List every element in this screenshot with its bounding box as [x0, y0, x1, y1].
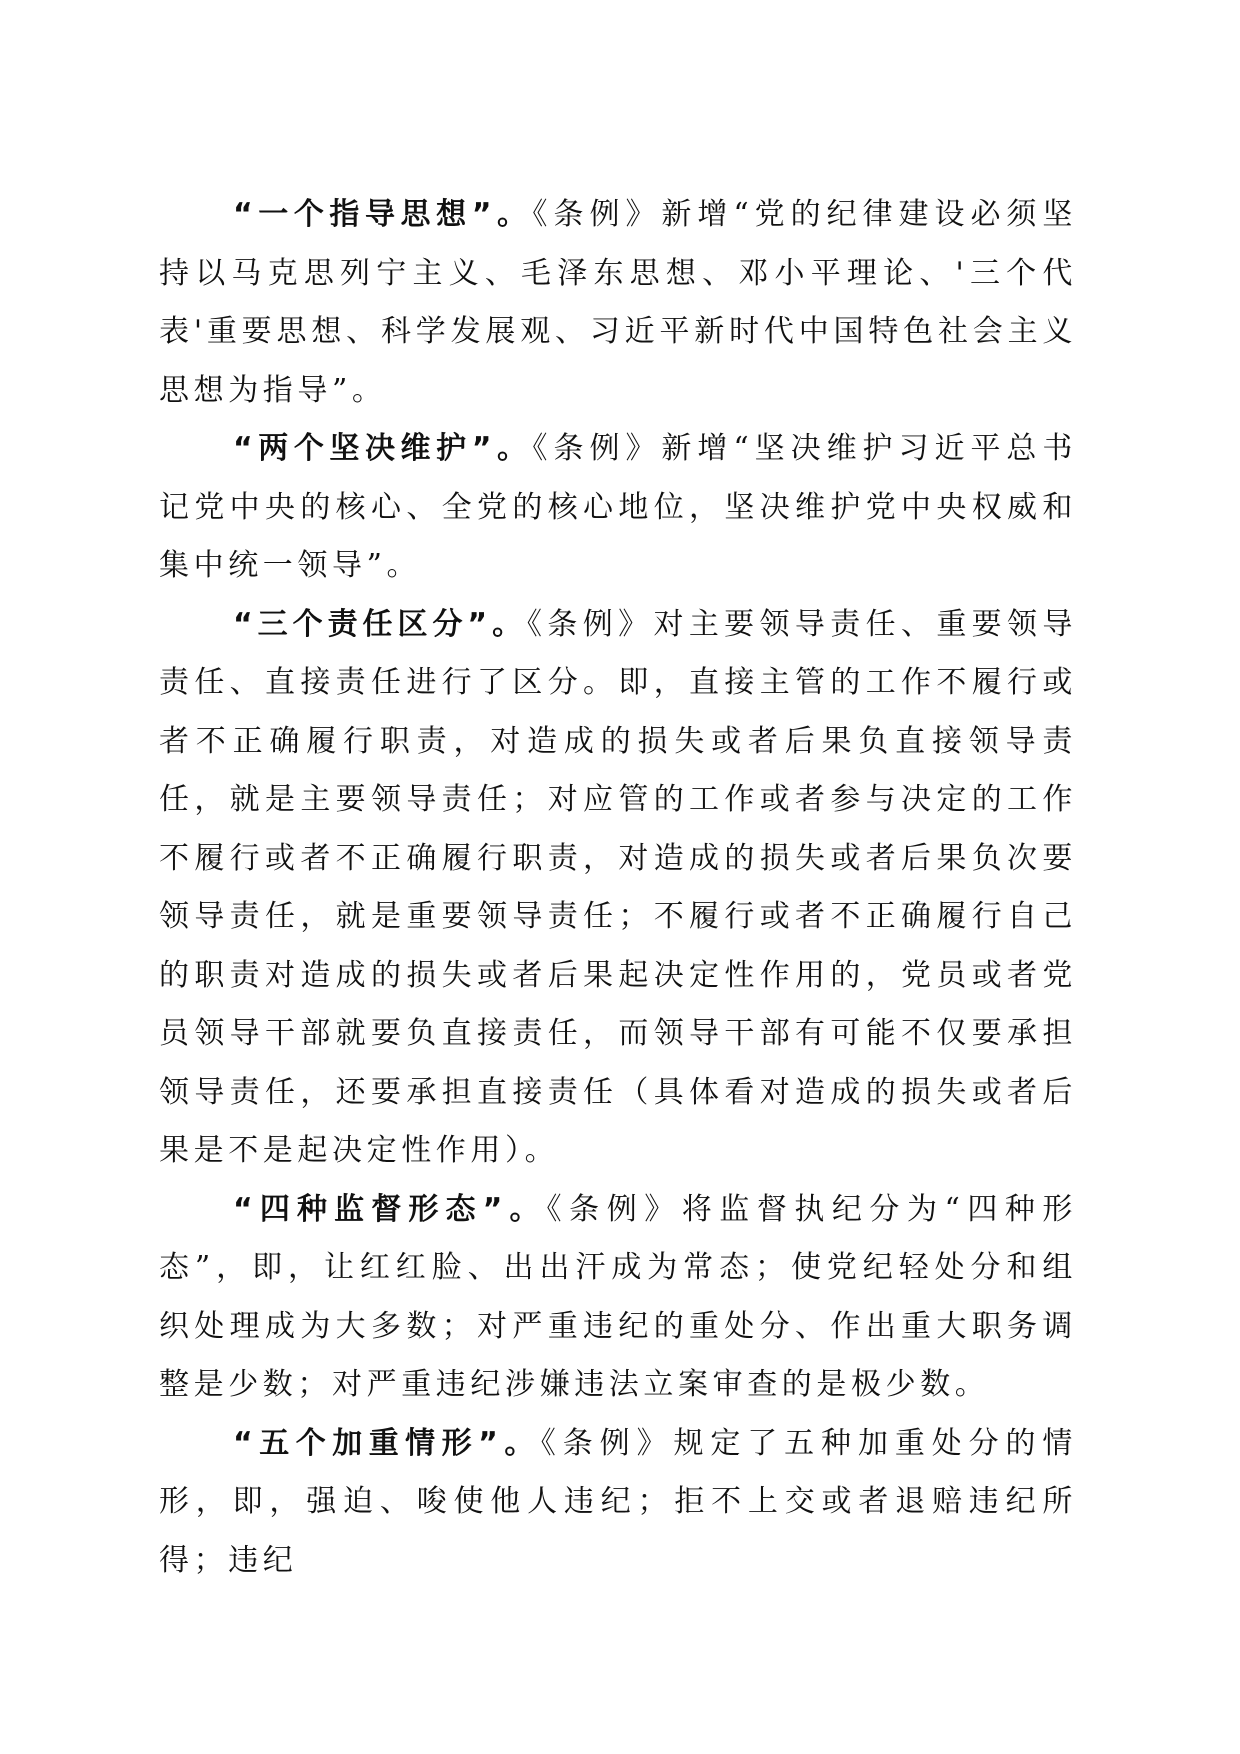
paragraph-lead: “五个加重情形”。 [233, 1425, 541, 1461]
paragraph-guiding-thought [159, 186, 1077, 420]
paragraph-four-forms [159, 1181, 1077, 1415]
paragraph-three-responsibilities [159, 596, 1077, 1181]
document-body [159, 186, 1077, 1590]
paragraph-text: 《条例》规定了五种加重处分的情形，即，强迫、唆使他人违纪；拒不上交或者退赔违纪所得；违纪 [159, 1425, 1078, 1578]
paragraph-text: 《条例》新增“坚决维护习近平总书记党中央的核心、全党的核心地位，坚决维护党中央权威和集中统一领导”。 [159, 431, 1078, 583]
paragraph-lead: “四种监督形态”。 [233, 1191, 547, 1227]
paragraph-text: 《条例》将监督执纪分为“四种形态”，即，让红红脸、出出汗成为常态；使党纪轻处分和组织处理成为大多数；对严重违纪的重处分、作出重大职务调整是少数；对严重违纪涉嫌违法立案审查的是极少数。 [159, 1191, 1078, 1402]
paragraph-two-upholds [159, 420, 1077, 596]
paragraph-five-aggravating [159, 1415, 1077, 1591]
paragraph-lead: “两个坚决维护”。 [233, 431, 533, 466]
paragraph-text: 《条例》新增“党的纪律建设必须坚持以马克思列宁主义、毛泽东思想、邓小平理论、'三个代表'重要思想、科学发展观、习近平新时代中国特色社会主义思想为指导”。 [159, 197, 1078, 408]
paragraph-text: 《条例》对主要领导责任、重要领导责任、直接责任进行了区分。即，直接主管的工作不履行或者不正确履行职责，对造成的损失或者后果负直接领导责任，就是主要领导责任；对应管的工作或者参与决定的工作不履行或者不正确履行职责，对造成的损失或者后果负次要领导责任，就是重要领导责任；不履行或者不正确履行自己的职责对造成的损失或者后果起决定性作用的，党员或者党员领导干部就要负直接责任，而领导干部有可能不仅要承担领导责任，还要承担直接责任（具体看对造成的损失或者后果是不是起决定性作用）。 [159, 606, 1077, 1168]
paragraph-lead: “三个责任区分”。 [233, 606, 528, 642]
paragraph-lead: “一个指导思想”。 [233, 197, 533, 232]
